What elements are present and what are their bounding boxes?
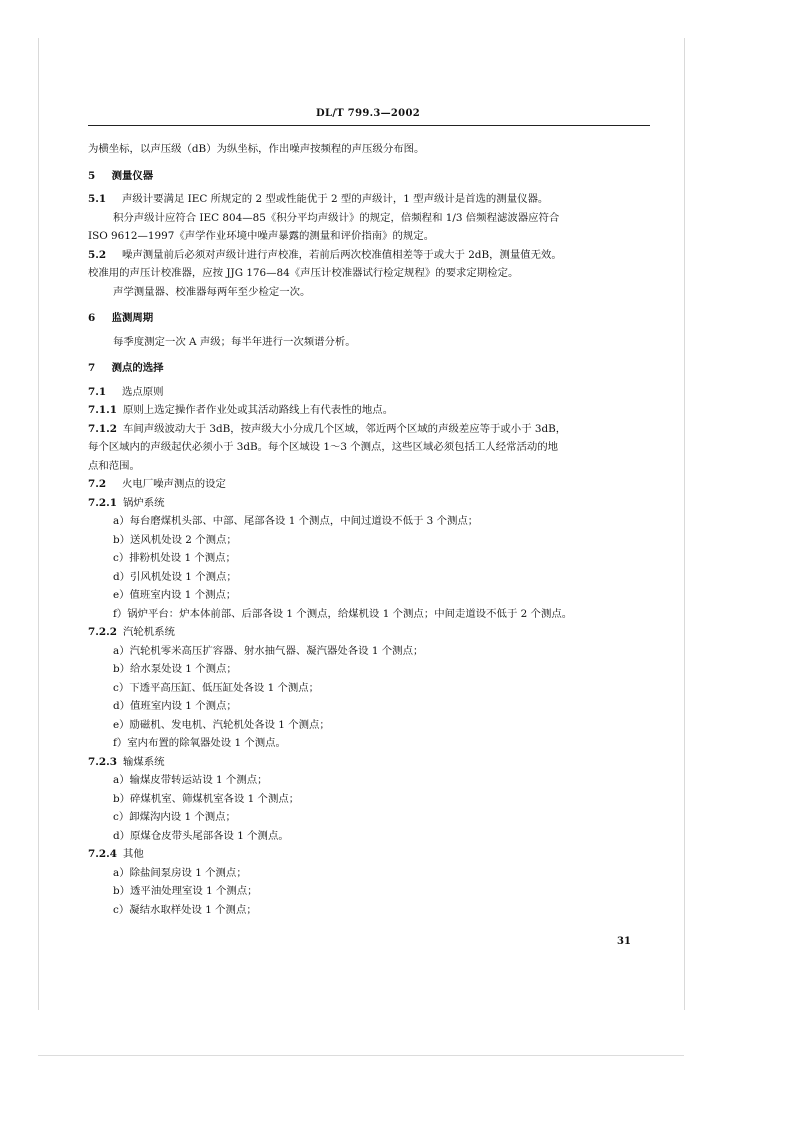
section-heading: 5 测量仪器: [88, 169, 154, 182]
clause: 7.1 选点原则: [88, 385, 164, 398]
list-item: c）排粉机处设 1 个测点；: [113, 552, 236, 564]
section-heading: 6 监测周期: [88, 312, 154, 324]
page-number: 31: [617, 936, 631, 947]
clause: 7.1.1 原则上选定操作者作业处或其活动路线上有代表性的地点。: [88, 404, 394, 416]
list-item: b）送风机处设 2 个测点；: [113, 533, 237, 546]
list-item: e）励磁机、发电机、汽轮机处各设 1 个测点；: [113, 718, 330, 731]
text-line: 积分声级计应符合 IEC 804—85《积分平均声级计》的规定，倍频程和 1/3 倍频程滤波器应符合: [113, 211, 560, 224]
page-edge-right: [684, 38, 685, 1010]
list-item: d）引风机处设 1 个测点；: [113, 570, 237, 583]
clause: 7.2.3 输煤系统: [88, 755, 165, 768]
text-line: 点和范围。: [88, 459, 140, 472]
text-line: 每个区域内的声级起伏必须小于 3dB。每个区域设 1～3 个测点，这些区域必须包括工人经常活动的地: [88, 441, 559, 453]
document-header: DL/T 799.3—2002: [316, 108, 420, 119]
header-rule: [88, 125, 650, 126]
list-item: e）值班室内设 1 个测点；: [113, 589, 237, 601]
clause: 5.2 噪声测量前后必须对声级计进行声校准，若前后两次校准值相差等于或大于 2dB，测量值无效。: [88, 248, 562, 261]
section-heading: 7 测点的选择: [88, 362, 164, 374]
document-body: [88, 140, 650, 919]
list-item: a）除盐间泵房设 1 个测点；: [113, 866, 247, 879]
list-item: a）每台磨煤机头部、中部、尾部各设 1 个测点，中间过道设不低于 3 个测点；: [113, 515, 479, 527]
text-line: 每季度测定一次 A 声级；每半年进行一次频谱分析。: [113, 335, 356, 348]
list-item: c）卸煤沟内设 1 个测点；: [113, 811, 236, 823]
list-item: c）凝结水取样处设 1 个测点；: [113, 903, 257, 916]
list-item: c）下透平高压缸、低压缸处各设 1 个测点；: [113, 681, 320, 694]
page-edge-left: [38, 38, 39, 1010]
list-item: d）值班室内设 1 个测点；: [113, 700, 237, 712]
list-item: a）输煤皮带转运站设 1 个测点；: [113, 774, 268, 786]
list-item: f）室内布置的除氧器处设 1 个测点。: [113, 737, 286, 749]
list-item: b）给水泵处设 1 个测点；: [113, 663, 237, 675]
list-item: b）碎煤机室、筛煤机室各设 1 个测点；: [113, 792, 300, 805]
page-edge-bottom: [38, 1055, 684, 1056]
clause: 7.2.4 其他: [88, 848, 144, 860]
clause: 5.1 声级计要满足 IEC 所规定的 2 型或性能优于 2 型的声级计，1 型声级计是首选的测量仪器。: [88, 193, 549, 205]
list-item: a）汽轮机零米高压扩容器、射水抽气器、凝汽器处各设 1 个测点；: [113, 644, 424, 657]
clause: 7.2.2 汽轮机系统: [88, 626, 175, 638]
list-item: d）原煤仓皮带头尾部各设 1 个测点。: [113, 829, 289, 842]
text-line: 为横坐标，以声压级（dB）为纵坐标，作出噪声按频程的声压级分布图。: [88, 143, 425, 155]
text-line: 声学测量器、校准器每两年至少检定一次。: [113, 285, 311, 298]
clause: 7.2.1 锅炉系统: [88, 496, 165, 509]
text-line: 校准用的声压计校准器，应按 JJG 176—84《声压计校准器试行检定规程》的要求定期检定。: [88, 267, 519, 279]
clause: 7.2 火电厂噪声测点的设定: [88, 478, 226, 490]
clause: 7.1.2 车间声级波动大于 3dB，按声级大小分成几个区域，邻近两个区域的声级差应等于或小于 3dB，: [88, 422, 567, 435]
text-line: ISO 9612—1997《声学作业环境中噪声暴露的测量和评价指南》的规定。: [88, 230, 435, 242]
list-item: f）锅炉平台：炉本体前部、后部各设 1 个测点，给煤机设 1 个测点；中间走道设不低于 2 个测点。: [113, 607, 573, 620]
list-item: b）透平油处理室设 1 个测点；: [113, 885, 258, 897]
